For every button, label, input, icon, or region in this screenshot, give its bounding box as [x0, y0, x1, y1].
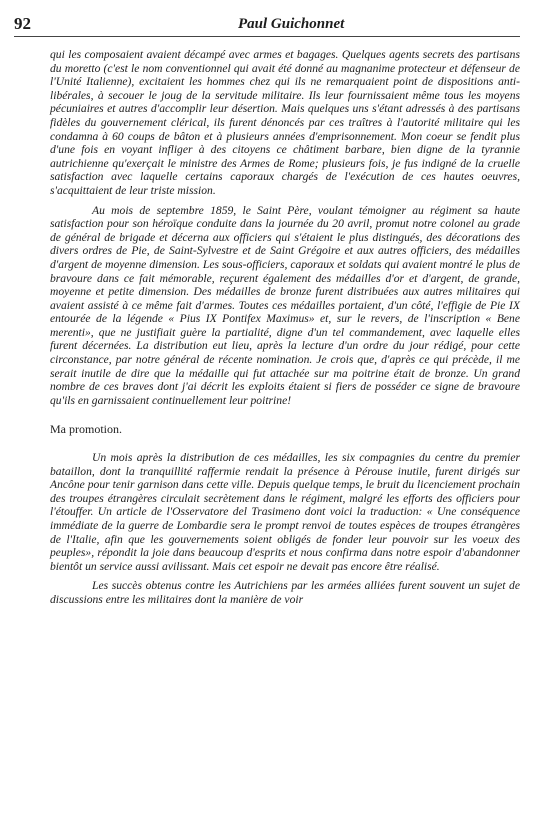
- running-head: Paul Guichonnet: [238, 16, 345, 32]
- paragraph-4: Les succès obtenus contre les Autrichiens par les armées alliées furent souvent un sujet de discussions entre les militaires dont la manière de voir: [50, 579, 520, 606]
- page-number: 92: [14, 14, 31, 33]
- paragraph-3: Un mois après la distribution de ces médailles, les six compagnies du centre du premier bataillon, dont la tranquillité raffermie rendait la présence à Pérouse inutile, furent dirigés sur Ancône pour tenir garnison dans cette ville. Depuis quelque temps, le bruit du licenciement prochain des troupes étrangères circulait secrètement dans le régiment, malgré les efforts des officiers pour l'étouffer. Un article de l'Osservatore del Trasimeno dont voici la traduction: « Une conséquence immédiate de la guerre de Lombardie sera le prompt renvoi de toutes espèces de troupes étrangères de l'Italie, afin que les gouvernements soient obligés de fonder leur pouvoir sur les voeux des peuples», répondit la joie dans beaucoup d'esprits et nous confirma dans notre espoir d'abandonner bientôt un service aussi avilissant. Mais cet espoir ne devait pas encore être réalisé.: [50, 451, 520, 573]
- page-header: [14, 12, 520, 42]
- paragraph-2: Au mois de septembre 1859, le Saint Père, voulant témoigner au régiment sa haute satisfaction pour son héroïque conduite dans la journée du 20 avril, promut notre colonel au grade de général de brigade et décerna aux officiers qui s'étaient le plus distingués, des décorations des divers ordres de Pie, de Saint-Sylvestre et de Saint Grégoire et aux autres officiers, des médailles d'argent de moyenne dimension. Les sous-officiers, caporaux et soldats qui avaient montré le plus de bravoure dans ce fait mémorable, reçurent également des médailles d'or et d'argent, de grande, moyenne et petite dimension. Des médailles de bronze furent distribuées aux autres militaires qui avaient assisté à ce même fait d'armes. Toutes ces médailles portaient, d'un côté, l'effigie de Pie IX entourée de la légende « Pius IX Pontifex Maximus» et, sur le revers, de l'inscription « Bene merenti», que ne justifiait guère la partialité, digne d'un tel commandement, avec laquelle elles furent décernées. La distribution eut lieu, après la lecture d'un ordre du jour rédigé, pour cette circonstance, par notre général de récente nomination. Je crois que, d'après ce qui précède, il me serait inutile de dire que la médaille qui fut attachée sur ma poitrine était de bronze. Un grand nombre de ces braves dont j'ai décrit les exploits étaient si fiers de posséder ce signe de bravoure qu'ils en garnissaient continuellement leur poitrine!: [50, 203, 520, 407]
- section-title: Ma promotion.: [50, 422, 122, 437]
- paragraph-1: qui les composaient avaient décampé avec armes et bagages. Quelques agents secrets des partisans du moretto (c'est le nom conventionnel qui avait été donné au magnanime protecteur et défenseur de l'Unité Italienne), excitaient les hommes chez qui ils ne remarquaient point de dispositions anti-libérales, à secouer le joug de la servitude militaire. Ils leur fournissaient même tous les moyens pécuniaires et autres d'accomplir leur désertion. Mais quelques uns s'étant adressés à des partisans fidèles du gouvernement clérical, ils furent dénoncés par ces traîtres à l'autorité militaire qui les condamna à 60 coups de bâton et à plusieurs années d'emprisonnement. Mon coeur se fendit plus d'une fois en voyant infliger à des citoyens ce châtiment barbare, bien digne de la tyrannie autrichienne qu'exerçait le ministre des Armes de Rome; plusieurs fois, je fus indigné de la cruelle satisfaction avec laquelle certains caporaux chargés de l'exécution de ces hautes oeuvres, s'acquittaient de leur triste mission.: [50, 48, 520, 197]
- header-rule: [14, 36, 520, 37]
